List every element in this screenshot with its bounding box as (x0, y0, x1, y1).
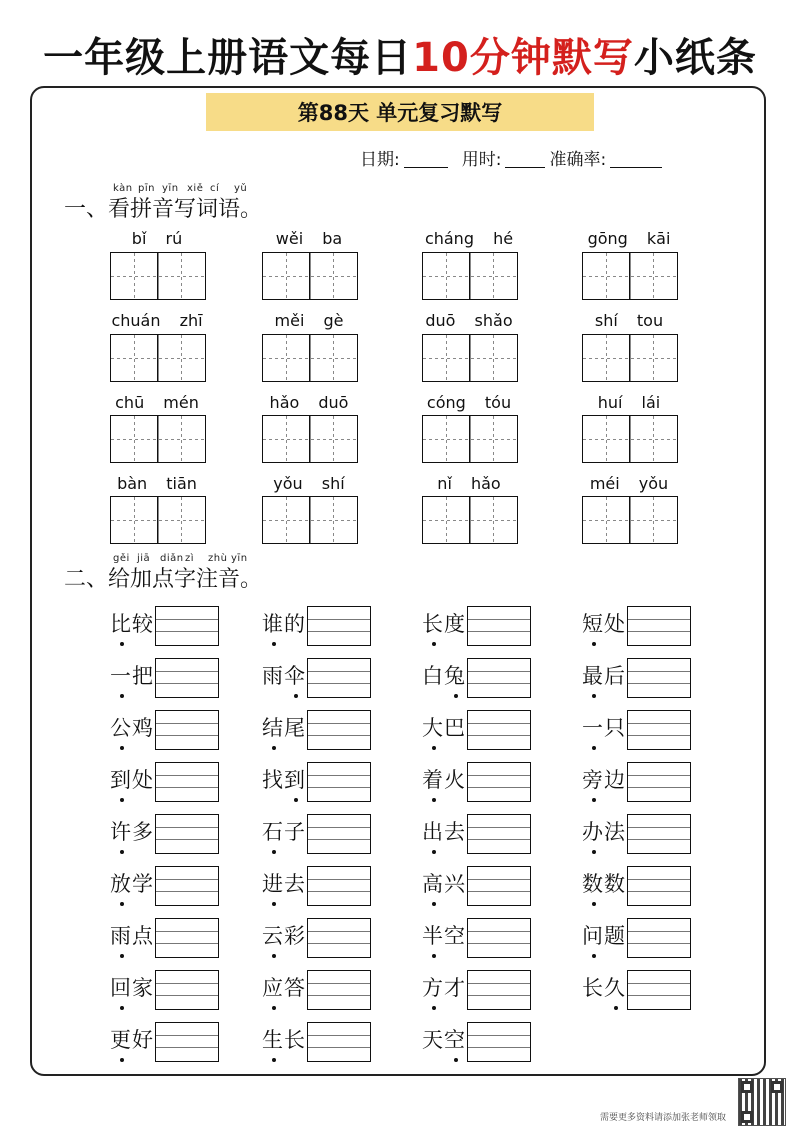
target-word: 更好 (110, 1028, 154, 1052)
writing-grid[interactable] (110, 415, 206, 463)
target-word: 云彩 (262, 924, 306, 948)
emphasis-dot (120, 798, 124, 802)
pinyin-answer-box[interactable] (627, 814, 691, 854)
emphasis-dot (120, 1006, 124, 1010)
pinyin-prompt: hǎo duō (269, 393, 349, 412)
accuracy-blank[interactable] (610, 149, 662, 168)
emphasis-dot (272, 902, 276, 906)
section1-title-pinyin: kàn (113, 183, 133, 194)
pinyin-answer-box[interactable] (467, 1022, 531, 1062)
time-blank[interactable] (505, 149, 545, 168)
target-word: 大巴 (422, 716, 466, 740)
section1-title-pinyin: yīn (162, 183, 179, 194)
emphasis-dot (432, 954, 436, 958)
section1-title-pinyin: pīn (138, 183, 155, 194)
target-word: 旁边 (582, 768, 626, 792)
date-blank[interactable] (404, 149, 448, 168)
pinyin-answer-box[interactable] (627, 918, 691, 958)
writing-grid[interactable] (582, 334, 678, 382)
emphasis-dot (272, 746, 276, 750)
target-word: 长久 (582, 976, 626, 1000)
page-title: 一年级上册语文每日10分钟默写小纸条 (43, 35, 757, 81)
emphasis-dot (120, 694, 124, 698)
target-word: 方才 (422, 976, 466, 1000)
pinyin-prompt: yǒu shí (273, 474, 345, 493)
target-word: 许多 (110, 820, 154, 844)
accuracy-label: 准确率: (549, 150, 607, 170)
emphasis-dot (432, 798, 436, 802)
pinyin-answer-box[interactable] (627, 970, 691, 1010)
pinyin-answer-box[interactable] (627, 606, 691, 646)
emphasis-dot (120, 850, 124, 854)
target-word: 高兴 (422, 872, 466, 896)
section1-title: 一、看拼音写词语。 (64, 197, 263, 222)
emphasis-dot (120, 746, 124, 750)
section2-title-pinyin: gěi (113, 553, 130, 564)
section2-title-pinyin: zì (185, 553, 195, 564)
writing-grid[interactable] (422, 252, 518, 300)
pinyin-answer-box[interactable] (307, 710, 371, 750)
pinyin-prompt: bǐ rú (131, 229, 183, 248)
emphasis-dot (120, 642, 124, 646)
day-banner: 第88天 单元复习默写 (206, 93, 594, 131)
emphasis-dot (294, 694, 298, 698)
target-word: 一把 (110, 664, 154, 688)
emphasis-dot (272, 850, 276, 854)
target-word: 进去 (262, 872, 306, 896)
emphasis-dot (432, 642, 436, 646)
pinyin-prompt: duō shǎo (425, 311, 513, 330)
emphasis-dot (120, 1058, 124, 1062)
target-word: 石子 (262, 820, 306, 844)
emphasis-dot (272, 1006, 276, 1010)
pinyin-answer-box[interactable] (467, 606, 531, 646)
pinyin-answer-box[interactable] (307, 814, 371, 854)
pinyin-answer-box[interactable] (155, 918, 219, 958)
emphasis-dot (120, 954, 124, 958)
writing-grid[interactable] (262, 252, 358, 300)
pinyin-prompt: chuán zhī (111, 311, 203, 330)
target-word: 比较 (110, 612, 154, 636)
emphasis-dot (432, 850, 436, 854)
target-word: 找到 (262, 768, 306, 792)
date-label: 日期: (360, 150, 400, 170)
pinyin-answer-box[interactable] (467, 918, 531, 958)
target-word: 天空 (422, 1028, 466, 1052)
target-word: 着火 (422, 768, 466, 792)
writing-grid[interactable] (582, 252, 678, 300)
target-word: 最后 (582, 664, 626, 688)
target-word: 谁的 (262, 612, 306, 636)
writing-grid[interactable] (582, 496, 678, 544)
pinyin-prompt: wěi ba (275, 229, 343, 248)
target-word: 应答 (262, 976, 306, 1000)
writing-grid[interactable] (262, 334, 358, 382)
emphasis-dot (454, 1058, 458, 1062)
pinyin-answer-box[interactable] (627, 710, 691, 750)
pinyin-answer-box[interactable] (307, 658, 371, 698)
emphasis-dot (592, 902, 596, 906)
pinyin-prompt: cóng tóu (426, 393, 512, 412)
emphasis-dot (432, 902, 436, 906)
pinyin-answer-box[interactable] (467, 658, 531, 698)
target-word: 数数 (582, 872, 626, 896)
pinyin-prompt: gōng kāi (587, 229, 671, 248)
emphasis-dot (432, 746, 436, 750)
section2-title: 二、给加点字注音。 (64, 567, 263, 592)
writing-grid[interactable] (110, 252, 206, 300)
pinyin-prompt: nǐ hǎo (437, 474, 501, 493)
target-word: 短处 (582, 612, 626, 636)
pinyin-answer-box[interactable] (307, 918, 371, 958)
emphasis-dot (272, 954, 276, 958)
emphasis-dot (592, 798, 596, 802)
qr-code (738, 1078, 786, 1126)
writing-grid[interactable] (582, 415, 678, 463)
target-word: 问题 (582, 924, 626, 948)
section1-title-pinyin: yǔ (234, 183, 248, 194)
writing-grid[interactable] (110, 496, 206, 544)
pinyin-answer-box[interactable] (627, 762, 691, 802)
target-word: 公鸡 (110, 716, 154, 740)
section2-title-pinyin: yīn (231, 553, 248, 564)
pinyin-answer-box[interactable] (627, 658, 691, 698)
pinyin-prompt: méi yǒu (589, 474, 669, 493)
writing-grid[interactable] (110, 334, 206, 382)
writing-grid[interactable] (422, 496, 518, 544)
emphasis-dot (614, 1006, 618, 1010)
target-word: 长度 (422, 612, 466, 636)
emphasis-dot (592, 850, 596, 854)
section2-title-pinyin: diǎn (160, 553, 184, 564)
section1-title-pinyin: cí (210, 183, 220, 194)
writing-grid[interactable] (262, 496, 358, 544)
pinyin-prompt: měi gè (274, 311, 344, 330)
pinyin-answer-box[interactable] (627, 866, 691, 906)
pinyin-answer-box[interactable] (155, 1022, 219, 1062)
pinyin-prompt: shí tou (594, 311, 664, 330)
writing-grid[interactable] (262, 415, 358, 463)
target-word: 半空 (422, 924, 466, 948)
target-word: 到处 (110, 768, 154, 792)
pinyin-answer-box[interactable] (307, 970, 371, 1010)
footer-note: 需要更多资料请添加张老师领取 (600, 1113, 727, 1123)
pinyin-prompt: cháng hé (424, 229, 514, 248)
writing-grid[interactable] (422, 334, 518, 382)
target-word: 办法 (582, 820, 626, 844)
pinyin-prompt: bàn tiān (117, 474, 197, 493)
target-word: 回家 (110, 976, 154, 1000)
section2-title-pinyin: zhù (208, 553, 228, 564)
pinyin-prompt: huí lái (597, 393, 661, 412)
emphasis-dot (272, 642, 276, 646)
pinyin-answer-box[interactable] (467, 970, 531, 1010)
emphasis-dot (454, 694, 458, 698)
emphasis-dot (592, 694, 596, 698)
target-word: 白兔 (422, 664, 466, 688)
pinyin-answer-box[interactable] (155, 970, 219, 1010)
target-word: 雨点 (110, 924, 154, 948)
pinyin-answer-box[interactable] (307, 762, 371, 802)
time-label: 用时: (461, 150, 502, 170)
emphasis-dot (432, 1006, 436, 1010)
meta-row (360, 146, 740, 170)
pinyin-answer-box[interactable] (155, 866, 219, 906)
pinyin-answer-box[interactable] (155, 710, 219, 750)
pinyin-answer-box[interactable] (307, 1022, 371, 1062)
pinyin-prompt: chū mén (115, 393, 199, 412)
target-word: 雨伞 (262, 664, 306, 688)
section1-title-pinyin: xiě (187, 183, 204, 194)
emphasis-dot (592, 954, 596, 958)
target-word: 生长 (262, 1028, 306, 1052)
emphasis-dot (120, 902, 124, 906)
pinyin-answer-box[interactable] (307, 866, 371, 906)
pinyin-answer-box[interactable] (467, 710, 531, 750)
pinyin-answer-box[interactable] (307, 606, 371, 646)
pinyin-answer-box[interactable] (467, 814, 531, 854)
pinyin-answer-box[interactable] (155, 762, 219, 802)
pinyin-answer-box[interactable] (467, 762, 531, 802)
pinyin-answer-box[interactable] (155, 658, 219, 698)
emphasis-dot (592, 642, 596, 646)
target-word: 结尾 (262, 716, 306, 740)
pinyin-answer-box[interactable] (467, 866, 531, 906)
pinyin-answer-box[interactable] (155, 606, 219, 646)
emphasis-dot (294, 798, 298, 802)
target-word: 一只 (582, 716, 626, 740)
writing-grid[interactable] (422, 415, 518, 463)
section2-title-pinyin: jiā (137, 553, 151, 564)
emphasis-dot (592, 746, 596, 750)
target-word: 放学 (110, 872, 154, 896)
pinyin-answer-box[interactable] (155, 814, 219, 854)
emphasis-dot (272, 1058, 276, 1062)
target-word: 出去 (422, 820, 466, 844)
